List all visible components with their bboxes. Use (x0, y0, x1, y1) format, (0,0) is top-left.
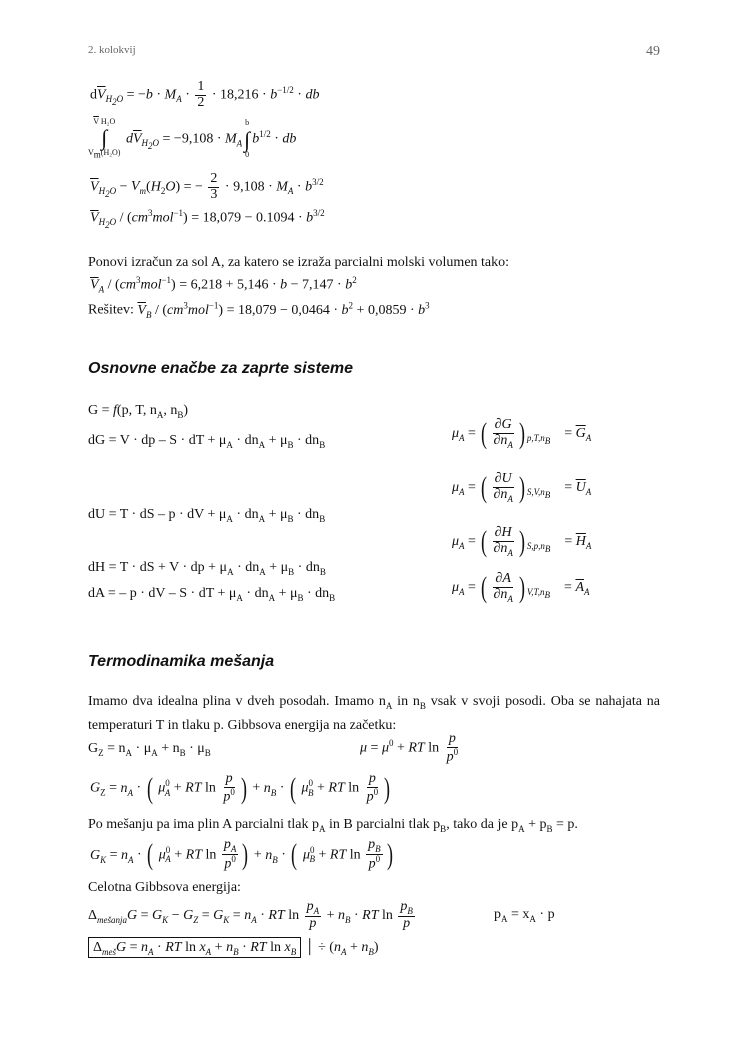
equation-mu: $\mu = \mu^0$ + RT ln $\frac{p}{p^0}$ (360, 731, 459, 765)
equation-dH: dH = T · dS + V · dp + $\mu_A \cdot dn_A + \mu_B \cdot dn_B$ (88, 560, 326, 577)
chem-potential-H: $\mu_A$ = ( $\frac{\partial H}{\partial n_A}$ ) $_{S,p,n_B}$ = $\overline{H}_A$ (452, 524, 592, 558)
equation-solution: $\overline{V}_B / (cm^3mol^{-1}) = 18,079 - 0,0464 \cdot b^2 + 0,0859 \cdot b^3$ (137, 300, 430, 320)
equation-difference: $\overline{V}_{H_2O} - V_m(H_2O)$ = − $\frac{2}{3}$ · $9,108 \cdot M_A \cdot b^{3/2}$ (90, 171, 324, 202)
equation-salt-volume: $\overline{V}_A / (cm^3mol^{-1}) = 6,218 + 5,146 \cdot b - 7,147 \cdot b^2$ (90, 275, 357, 295)
solution-line (88, 300, 430, 319)
equation-gz: $G_Z = n_A$ · ( $\mu^0_A$ + RT ln $\frac{p}{p^0}$ ) + $n_B$ · ( $\mu^0_B$ + RT ln $\frac{p}{p^0}$ ) (90, 771, 391, 805)
gibbs-function: G = f(p, T, $n_A$, $n_B$) (88, 403, 189, 420)
equation-gz-simple: $G_Z = n_A \cdot \mu_A + n_B \cdot \mu_B$ (88, 741, 211, 758)
paragraph-after-mixing: Po mešanju pa ima plin A parcialni tlak $p_A$ in B parcialni tlak $p_B$, tako da je $p_A + p_B = p$. (88, 817, 578, 834)
section-heading-closed-systems: Osnovne enačbe za zaprte sisteme (88, 360, 353, 377)
equation-integral: $\overline{V}$ H₂O ∫ $V_m(H_2O)$ $d\overline{V}_{H_2O} = -9,108 \cdot M_A$ b ∫ 0 $b^{1/2}$ · db (88, 117, 297, 161)
solution-label: Rešitev: (88, 302, 134, 318)
equation-water-volume: $\overline{V}_{H_2O} / (cm^3mol^{-1}) = 18,079 - 0.1094 \cdot b^{3/2}$ (90, 208, 325, 231)
chem-potential-A: $\mu_A$ = ( $\frac{\partial A}{\partial n_A}$ ) $_{V,T,n_B}$ = $\overline{A}_A$ (452, 570, 590, 604)
boxed-result-line (88, 940, 379, 957)
page-number: 49 (646, 44, 660, 59)
equation-partial-pressure: $p_A = x_A \cdot p$ (494, 907, 555, 924)
paragraph-total-gibbs: Celotna Gibbsova energija: (88, 880, 241, 895)
paragraph-intro: Imamo dva idealna plina v dveh posodah. Imamo $n_A$ in $n_B$ vsak v svoji posodi. Oba se nahajata na temperaturi T in tlaku p. Gibbsova energija na začetku: (88, 694, 661, 733)
equation-dG: dG = V · dp – S · dT + $\mu_A \cdot dn_A + \mu_B \cdot dn_B$ (88, 433, 326, 450)
divide-note: │ ÷ $(n_A + n_B)$ (304, 940, 379, 957)
equation-dv: $d\overline{V}_{H_2O} = -b \cdot M_A$ · $\frac{1}{2}$ · $18,216 \cdot b^{-1/2}$ · db (90, 79, 320, 110)
equation-gk: $G_K = n_A$ · ( $\mu^0_A$ + RT ln $\frac{p_A}{p^0}$ ) + $n_B$ · ( $\mu^0_B$ + RT ln $\frac{p_B}{p^0}$ ) (90, 837, 393, 872)
equation-mixing-gibbs: $\Delta_{mešanja}G = G_K - G_Z = G_K = n_A$ · RT ln $\frac{p_A}{p}$ + $n_B$ · RT ln $\frac{p_B}{p}$ (88, 899, 413, 932)
equation-dU: dU = T · dS – p · dV + $\mu_A \cdot dn_A + \mu_B \cdot dn_B$ (88, 507, 326, 524)
paragraph-ponovi: Ponovi izračun za sol A, za katero se izraža parcialni molski volumen tako: (88, 255, 510, 270)
chem-potential-U: $\mu_A$ = ( $\frac{\partial U}{\partial n_A}$ ) $_{S,V,n_B}$ = $\overline{U}_A$ (452, 470, 592, 504)
equation-dA: dA = – p · dV – S · dT + $\mu_A \cdot dn_A + \mu_B \cdot dn_B$ (88, 586, 336, 603)
boxed-equation: $\Delta_{meš}G = n_A$ · RT $\ln x_A + n_B$ · RT $\ln x_B$ (88, 937, 301, 958)
section-heading-mixing: Termodinamika mešanja (88, 653, 275, 670)
chem-potential-G: $\mu_A$ = ( $\frac{\partial G}{\partial n_A}$ ) $_{p,T,n_B}$ = $\overline{G}_A$ (452, 416, 592, 450)
running-header: 2. kolokvij (88, 44, 136, 56)
